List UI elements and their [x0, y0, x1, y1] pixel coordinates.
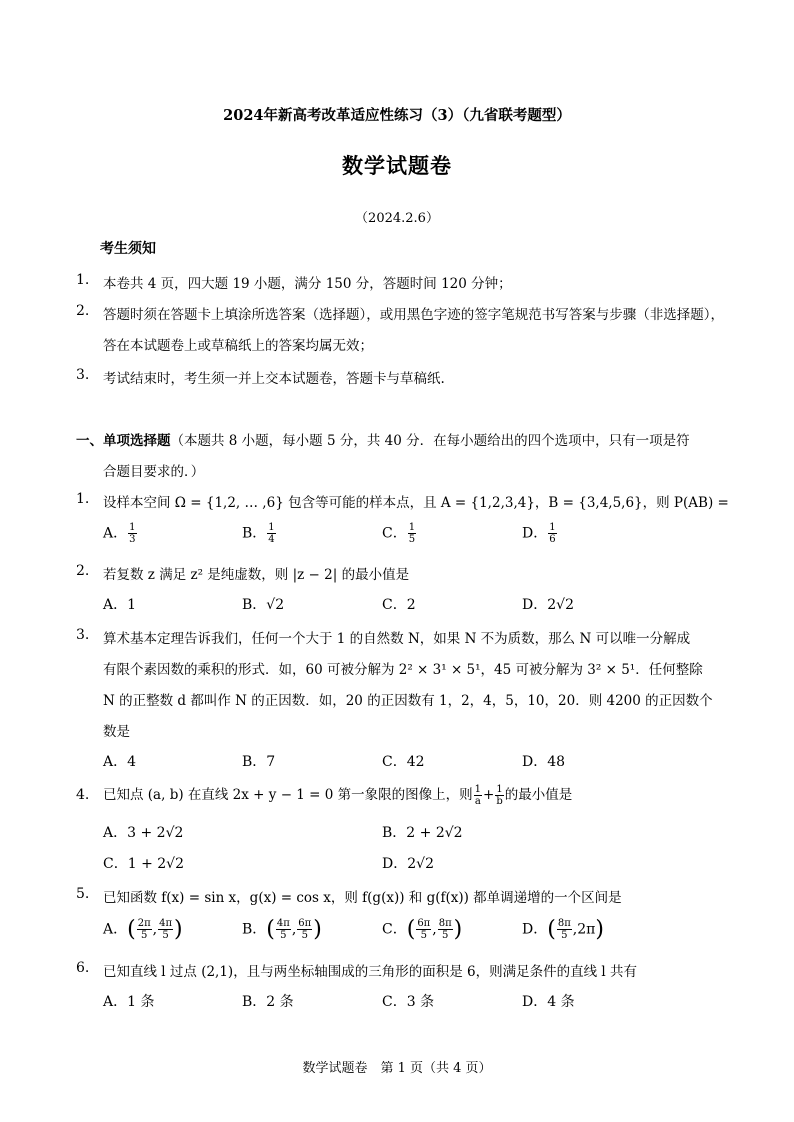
q3-option-b: B．7: [242, 754, 276, 770]
notice-num-2: 2.: [76, 303, 90, 319]
section-heading: [76, 429, 690, 449]
exam-date: （2024.2.6）: [355, 211, 439, 226]
notice-item-2-line2: 答在本试题卷上或草稿纸上的答案均属无效；: [103, 338, 373, 354]
q2-option-a: A．1: [103, 597, 137, 613]
notice-item-2-line1: 答题时须在答题卡上填涂所选答案（选择题），或用黑色字迹的签字笔规范书写答案与步骤（非选择题），: [103, 307, 724, 323]
notice-item-1: 本卷共 4 页，四大题 19 小题，满分 150 分，答题时间 120 分钟；: [103, 276, 512, 292]
section-desc-line2: 合题目要求的．）: [103, 464, 205, 480]
q3-option-c: C．42: [382, 754, 425, 770]
q4-number: 4.: [76, 787, 90, 803]
exam-title: 数学试题卷: [342, 153, 452, 178]
q6-stem: 已知直线 l 过点 (2,1)，且与两坐标轴围成的三角形的面积是 6，则满足条件的直线 l 共有: [103, 964, 637, 980]
q4-option-b: B．2 + 2√2: [382, 825, 463, 841]
q6-number: 6.: [76, 960, 90, 976]
q3-stem-line4: 数是: [103, 724, 130, 740]
q3-number: 3.: [76, 627, 90, 643]
notice-item-3: 考试结束时，考生须一并上交本试题卷，答题卡与草稿纸.: [103, 371, 445, 387]
q3-stem-line1: 算术基本定理告诉我们，任何一个大于 1 的自然数 N，如果 N 不为质数，那么 N 可以唯一分解成: [103, 631, 691, 647]
q1-option-b: B． $\frac{1}{4}$: [242, 522, 275, 545]
q2-option-b: B．√2: [242, 597, 285, 613]
q1-option-c: C． $\frac{1}{5}$: [382, 522, 416, 545]
q4-option-c: C．1 + 2√2: [103, 856, 184, 872]
q2-number: 2.: [76, 563, 90, 579]
q6-option-d: D．4 条: [522, 994, 575, 1010]
q2-option-d: D．2√2: [522, 597, 574, 613]
q3-option-a: A．4: [103, 754, 137, 770]
section-desc: （本题共 8 小题，每小题 5 分，共 40 分．在每小题给出的四个选项中，只有一项是符: [170, 433, 690, 449]
page-footer: 数学试题卷 第 1 页（共 4 页）: [302, 1061, 492, 1076]
q4-stem: 已知点 (a, b) 在直线 2x + y − 1 = 0 第一象限的图像上，则 $\frac{1}{a}$ + $\frac{1}{b}$ 的最小值是: [103, 784, 573, 807]
q5-option-d: D．( $\frac{8\pi}{5}$ ,2π): [522, 917, 604, 942]
exam-subtitle: 2024年新高考改革适应性练习（3）（九省联考题型）: [223, 107, 571, 124]
q1-stem: 设样本空间 Ω = {1,2, … ,6} 包含等可能的样本点，且 A = {1,2,3,4}，B = {3,4,5,6}，则 P(AB) =: [103, 495, 729, 511]
q1-number: 1.: [76, 491, 90, 507]
q6-option-b: B．2 条: [242, 994, 294, 1010]
q1-option-d: D． $\frac{1}{6}$: [522, 522, 556, 545]
q6-option-c: C．3 条: [382, 994, 435, 1010]
q3-stem-line3: N 的正整数 d 都叫作 N 的正因数．如，20 的正因数有 1，2，4，5，10，20．则 4200 的正因数个: [103, 693, 713, 709]
q4-option-a: A．3 + 2√2: [103, 825, 184, 841]
q5-option-c: C．( $\frac{6\pi}{5}$ , $\frac{8\pi}{5}$ ): [382, 917, 463, 942]
q4-option-d: D．2√2: [382, 856, 434, 872]
q1-option-a: A． $\frac{1}{3}$: [103, 522, 136, 545]
notice-num-1: 1.: [76, 272, 90, 288]
notice-heading: 考生须知: [100, 241, 156, 257]
q3-option-d: D．48: [522, 754, 566, 770]
q2-option-c: C．2: [382, 597, 416, 613]
q6-option-a: A．1 条: [103, 994, 155, 1010]
q5-option-a: A．( $\frac{2\pi}{5}$ , $\frac{4\pi}{5}$ ): [103, 917, 183, 942]
q5-option-b: B．( $\frac{4\pi}{5}$ , $\frac{6\pi}{5}$ ): [242, 917, 322, 942]
notice-num-3: 3.: [76, 367, 90, 383]
q2-stem: 若复数 z 满足 z² 是纯虚数，则 |z − 2| 的最小值是: [103, 567, 410, 583]
q3-stem-line2: 有限个素因数的乘积的形式．如，60 可被分解为 2² × 3¹ × 5¹，45 可被分解为 3² × 5¹．任何整除: [103, 662, 703, 678]
q5-stem: 已知函数 f(x) = sin x，g(x) = cos x，则 f(g(x)) 和 g(f(x)) 都单调递增的一个区间是: [103, 890, 622, 906]
q5-number: 5.: [76, 886, 90, 902]
section-label: 一、单项选择题: [76, 433, 171, 449]
